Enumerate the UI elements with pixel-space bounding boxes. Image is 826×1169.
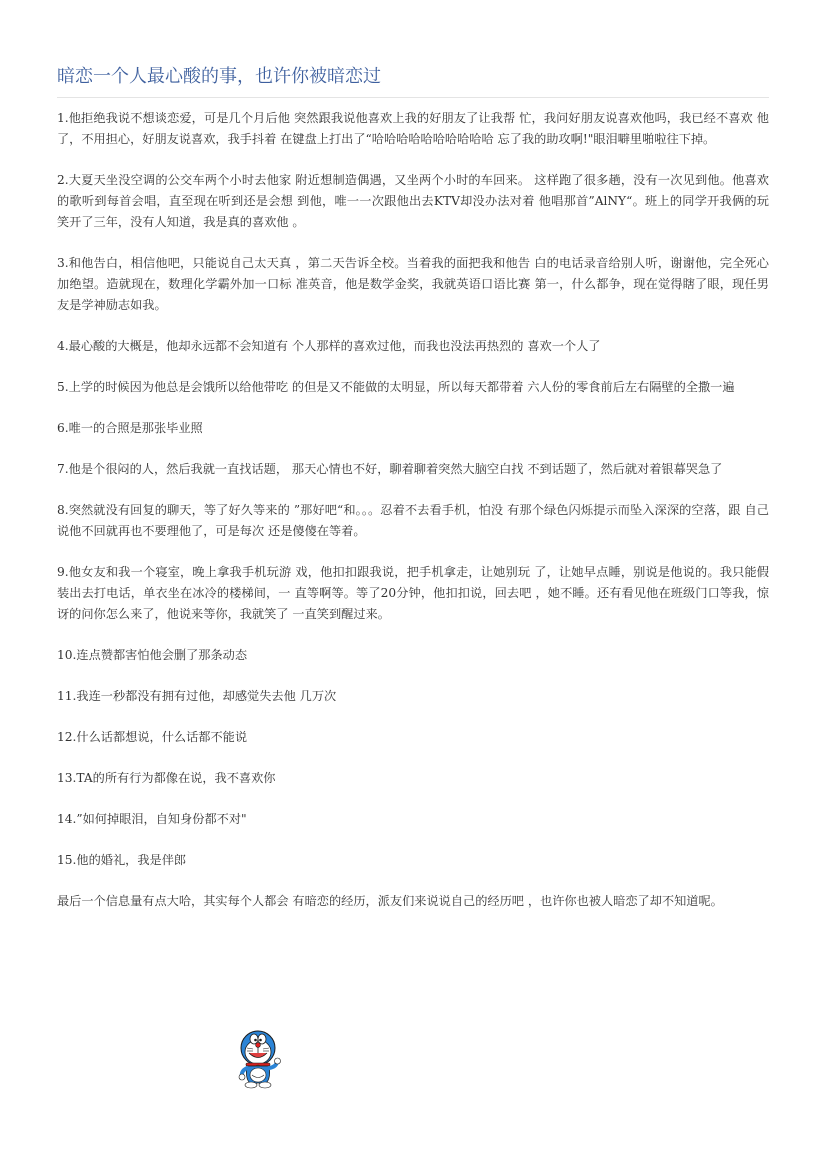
paragraph-7: 7.他是个很闷的人，然后我就一直找话题， 那天心情也不好，聊着聊着突然大脑空白找 不到话题了，然后就对着银幕哭急了 — [57, 462, 723, 476]
paragraph-4: 4.最心酸的大概是，他却永远都不会知道有 个人那样的喜欢过他，而我也没法再热烈的 喜欢一个人了 — [57, 339, 601, 353]
paragraph-11: 11.我连一秒都没有拥有过他，却感觉失去他 几万次 — [57, 689, 337, 703]
paragraph-5: 5.上学的时候因为他总是会饿所以给他带吃 的但是又不能做的太明显，所以每天都带着 六人份的零食前后左右隔壁的全撒一遍 — [57, 380, 735, 394]
article-body — [57, 108, 769, 912]
paragraph-14: 14.”如何掉眼泪，自知身份都不对" — [57, 812, 247, 826]
paragraph-8: 8.突然就没有回复的聊天，等了好久等来的 ”那好吧“和。。。忍着不去看手机，怕没 有那个绿色闪烁提示而坠入深深的空落，跟 自己说他不回就再也不要理他了，可是每次 还是傻傻在等着。 — [57, 503, 769, 538]
paragraph-12: 12.什么话都想说，什么话都不能说 — [57, 730, 248, 744]
paragraph-3: 3.和他告白，相信他吧，只能说自己太天真 ，第二天告诉全校。当着我的面把我和他告 白的电话录音给别人听，谢谢他，完全死心 加绝望。造就现在，数理化学霸外加一口标 准英音，他是数学金奖，我就英语口语比赛 第一，什么都争，现在觉得瞎了眼，现任男 友是学神励志如我。 — [57, 256, 769, 312]
paragraph-9: 9.他女友和我一个寝室，晚上拿我手机玩游 戏，他扣扣跟我说，把手机拿走，让她别玩 了，让她早点睡，别说是他说的。我只能假 装出去打电话，单衣坐在冰冷的楼梯间，一 直等啊等。等了20分钟，他扣扣说，回去吧 ，她不睡。还有看见他在班级门口等我，惊 讶的问你怎么来了，他说来等你，我就笑了 一直笑到醒过来。 — [57, 565, 769, 621]
title-divider — [57, 97, 769, 98]
paragraph-6: 6.唯一的合照是那张毕业照 — [57, 421, 203, 435]
paragraph-10: 10.连点赞都害怕他会删了那条动态 — [57, 648, 248, 662]
paragraph-1: 1.他拒绝我说不想谈恋爱，可是几个月后他 突然跟我说他喜欢上我的好朋友了让我帮 忙，我问好朋友说喜欢他吗，我已经不喜欢 他了，不用担心，好朋友说喜欢，我手抖着 在键盘上打出了“哈哈哈哈哈哈哈哈哈哈 忘了我的助攻啊!"眼泪噼里啪啦往下掉。 — [57, 111, 769, 146]
article — [57, 0, 769, 932]
doraemon-icon — [238, 1029, 282, 1089]
paragraph-13: 13.TA的所有行为都像在说，我不喜欢你 — [57, 771, 276, 785]
paragraph-2: 2.大夏天坐没空调的公交车两个小时去他家 附近想制造偶遇，又坐两个小时的车回来。 这样跑了很多趟，没有一次见到他。他喜欢 的歌听到每首会唱，直至现在听到还是会想 到他，唯一一次跟他出去KTV却没办法对着 他唱那首”AlNY“。班上的同学开我俩的玩 笑开了三年，没有人知道，我是真的喜欢他 。 — [57, 173, 769, 229]
article-title: 暗恋一个人最心酸的事，也许你被暗恋过 — [57, 66, 381, 87]
paragraph-15: 15.他的婚礼，我是伴郎 — [57, 853, 187, 867]
closing-paragraph: 最后一个信息量有点大哈，其实每个人都会 有暗恋的经历，派友们来说说自己的经历吧 ，也许你也被人暗恋了却不知道呢。 — [57, 894, 723, 908]
